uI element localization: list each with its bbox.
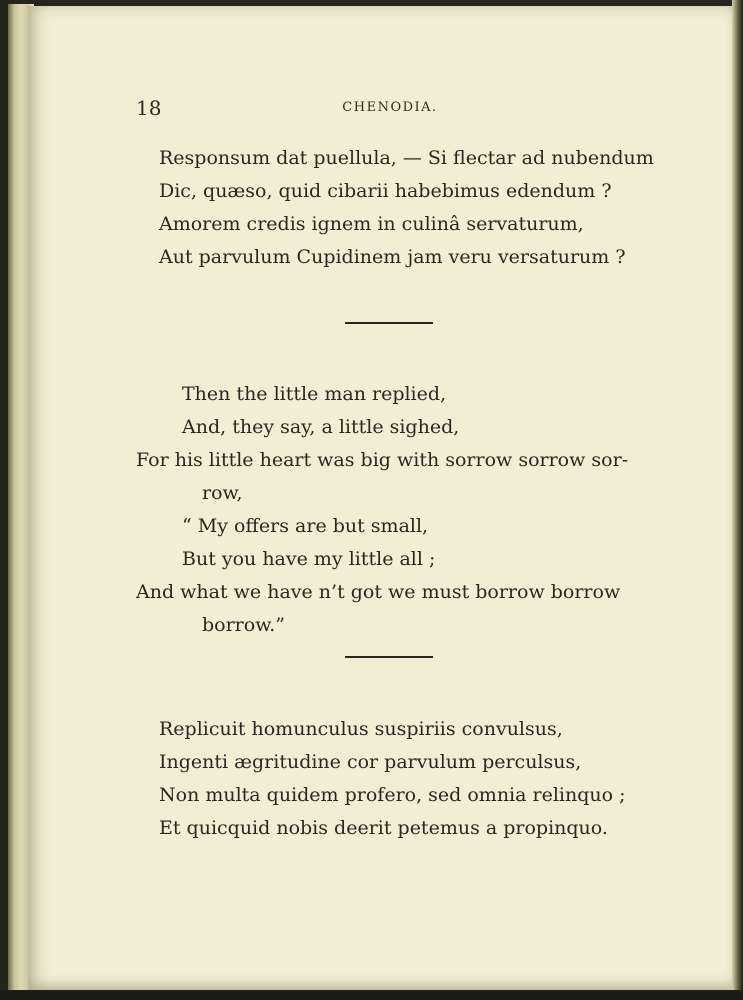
- latin-verse-line: Responsum dat puellula, — Si flectar ad nubendum: [159, 147, 654, 169]
- english-verse-line: “ My offers are but small,: [182, 515, 429, 537]
- latin-verse-line: Non multa quidem profero, sed omnia relinquo ;: [159, 784, 626, 806]
- english-verse-line: Then the little man replied,: [182, 383, 447, 405]
- english-verse-line: And what we have n’t got we must borrow borrow: [136, 581, 621, 603]
- latin-verse-line: Replicuit homunculus suspiriis convulsus,: [159, 718, 563, 740]
- latin-verse-line: Dic, quæso, quid cibarii habebimus edendum ?: [159, 180, 612, 202]
- english-verse-line: borrow.”: [202, 614, 285, 636]
- latin-verse-line: Et quicquid nobis deerit petemus a propinquo.: [159, 817, 608, 839]
- page-edge-right: [732, 0, 743, 1000]
- english-verse-line: And, they say, a little sighed,: [182, 416, 460, 438]
- english-verse-line: But you have my little all ;: [182, 548, 436, 570]
- english-verse-line: For his little heart was big with sorrow sorrow sor-: [136, 449, 629, 471]
- english-verse-line: row,: [202, 482, 243, 504]
- section-divider: [345, 322, 433, 324]
- section-divider: [345, 656, 433, 658]
- latin-verse-line: Amorem credis ignem in culinâ servaturum,: [159, 213, 584, 235]
- scan-bottom-border: [0, 990, 743, 1000]
- latin-verse-line: Aut parvulum Cupidinem jam veru versaturum ?: [159, 246, 626, 268]
- page-number: 18: [136, 96, 162, 120]
- latin-verse-line: Ingenti ægritudine cor parvulum perculsus,: [159, 751, 582, 773]
- running-title: CHENODIA.: [342, 100, 438, 115]
